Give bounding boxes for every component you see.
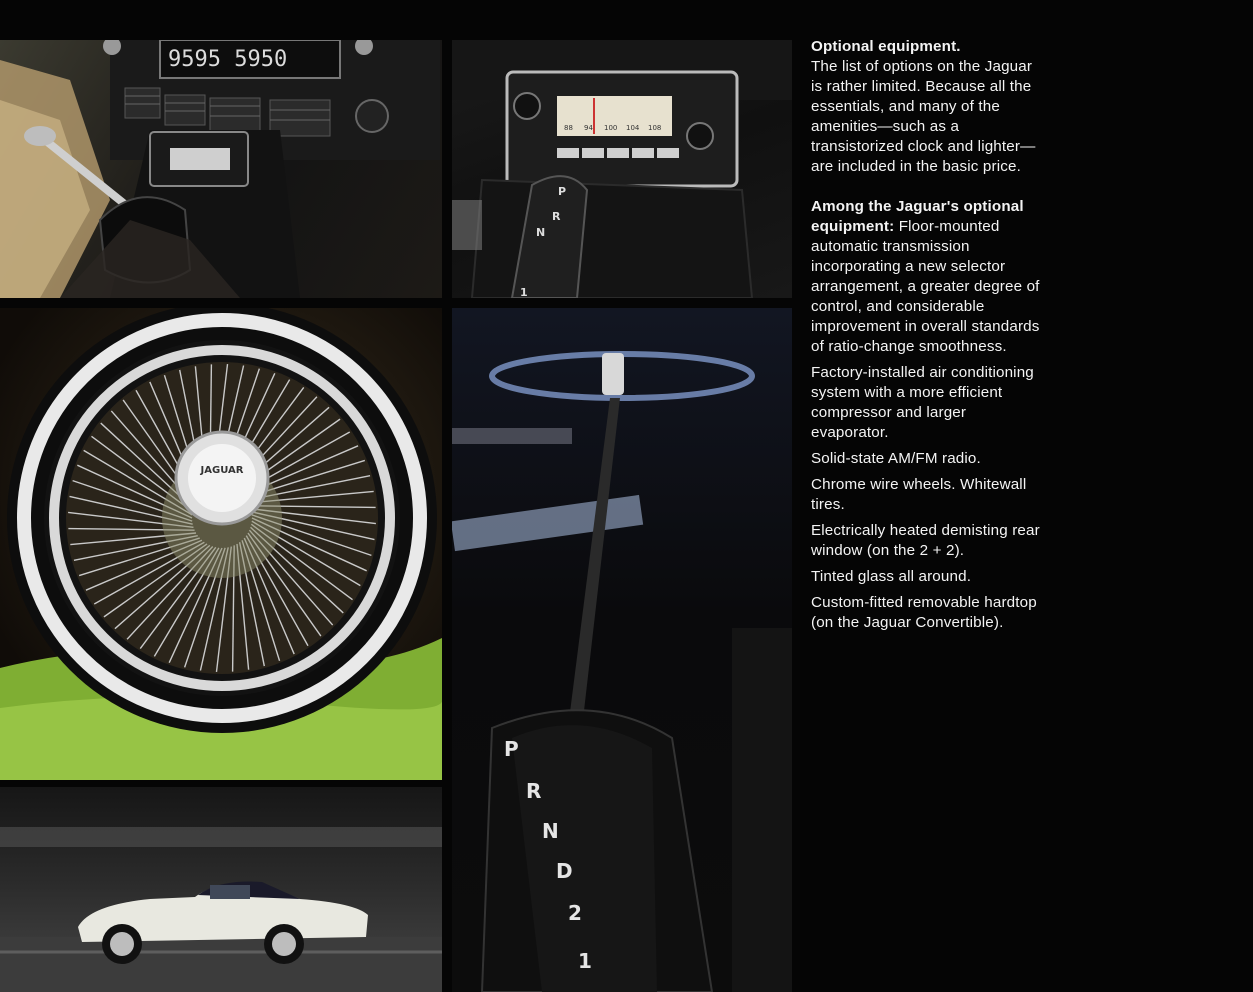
shifter-illustration [452, 308, 792, 992]
shifter-photo [452, 308, 792, 992]
option-wheels-tires: Chrome wire wheels. Whitewall tires. [811, 476, 1027, 513]
heading-among-options: Among the Jaguar's optional equipment: [811, 198, 1024, 235]
dial-num-5: 108 [648, 124, 662, 132]
dial-num-3: 100 [604, 124, 618, 132]
car-photo [0, 787, 442, 992]
dashboard-photo [0, 40, 442, 298]
selector-letter-p: P [558, 185, 567, 198]
radio-photo [452, 40, 792, 298]
option-radio: Solid-state AM/FM radio. [811, 450, 981, 467]
dial-num-4: 104 [626, 124, 640, 132]
dashboard-illustration [0, 40, 442, 298]
options-paragraph [811, 197, 1046, 357]
gate-letter-p: P [504, 737, 519, 761]
wheel-photo [0, 308, 442, 780]
radio-illustration [452, 40, 792, 298]
gate-letter-2: 2 [568, 901, 582, 925]
intro-paragraph: The list of options on the Jaguar is rather limited. Because all the essentials, and many of the amenities—such as a transistorized clock and lighter—are included in the basic price. [811, 58, 1036, 175]
gate-letter-n: N [542, 819, 559, 843]
dial-num-2: 94 [584, 124, 593, 132]
option-air-conditioning: Factory-installed air conditioning system with a more efficient compressor and larger evaporator. [811, 364, 1034, 441]
option-tinted-glass: Tinted glass all around. [811, 568, 972, 585]
car-illustration [0, 787, 442, 992]
wheel-illustration [0, 308, 442, 780]
transmission-text: Floor-mounted automatic transmission incorporating a new selector arrangement, a greater degree of control, and considerable improvement in overall standards of ratio-change smoothness. [811, 218, 1040, 355]
gate-letter-1: 1 [578, 949, 592, 973]
selector-letter-n: N [536, 226, 546, 239]
selector-letter-1: 1 [520, 286, 528, 298]
option-hardtop: Custom-fitted removable hardtop (on the Jaguar Convertible). [811, 594, 1037, 631]
option-rear-window: Electrically heated demisting rear window (on the 2 + 2). [811, 522, 1040, 559]
dial-num-1: 88 [564, 124, 573, 132]
hub-emblem: JAGUAR [200, 465, 244, 476]
selector-letter-r: R [552, 210, 561, 223]
gate-letter-r: R [526, 779, 542, 803]
heading-optional-equipment: Optional equipment. [811, 38, 961, 55]
text-column [811, 37, 1046, 633]
clock-display: 9595 5950 [168, 47, 288, 72]
gate-letter-d: D [556, 859, 573, 883]
